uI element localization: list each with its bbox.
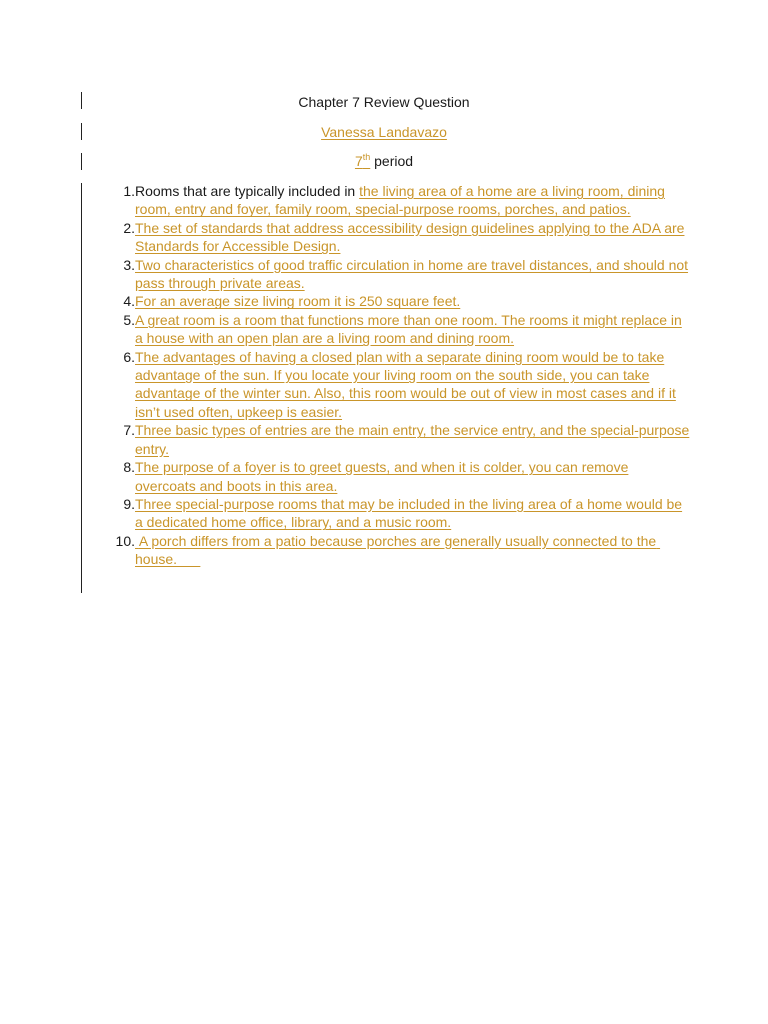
question-number: 7.: [123, 422, 135, 439]
question-text: [135, 182, 690, 219]
question-item: [100, 495, 690, 532]
question-text: [135, 292, 690, 310]
question-answer: Three special-purpose rooms that may be included in the living area of a home would be a dedicated home office, library, and a music room.: [135, 495, 683, 531]
question-number: 4.: [123, 293, 135, 310]
period-label: period: [370, 153, 414, 169]
question-text: [135, 458, 690, 495]
question-answer: A great room is a room that functions more than one room. The rooms it might replace in a house with an open plan are a living room and dining room.: [135, 311, 682, 347]
period-number: [355, 153, 370, 169]
question-answer: the living area of a home are a living room, dining room, entry and foyer, family room, special-purpose rooms, porches, and patios.: [135, 183, 665, 218]
period-number-value: 7: [354, 153, 363, 169]
question-number: 3.: [123, 256, 135, 273]
author-line: [0, 124, 768, 141]
question-item: [100, 292, 690, 310]
question-text: [135, 219, 690, 256]
question-answer: The purpose of a foyer is to greet guests, and when it is colder, you can remove overcoats and boots in this area.: [135, 459, 629, 494]
question-number: 1.: [123, 183, 135, 199]
question-item: [100, 458, 690, 495]
question-text: [135, 256, 690, 293]
change-bar-questions: [81, 183, 82, 593]
period-line: [0, 153, 768, 170]
question-text: [135, 532, 690, 569]
question-number: 2.: [123, 219, 135, 236]
question-text: [135, 348, 690, 422]
question-item: [100, 348, 690, 422]
question-answer: The set of standards that address accessibility design guidelines applying to the ADA are Standards for Accessible Design.: [135, 219, 685, 255]
question-number: 5.: [123, 311, 135, 328]
period-suffix: th: [362, 152, 371, 162]
question-item: [100, 532, 690, 569]
question-number: 10.: [115, 532, 135, 549]
question-item: [100, 219, 690, 256]
question-number: 6.: [123, 348, 135, 365]
question-number: 8.: [123, 459, 135, 476]
question-answer: Two characteristics of good traffic circulation in home are travel distances, and should not pass through private areas.: [135, 256, 689, 292]
question-item: [100, 421, 690, 458]
question-text: [135, 311, 690, 348]
question-list: [100, 182, 690, 569]
author-name: Vanessa Landavazo: [321, 124, 447, 140]
question-answer: Three basic types of entries are the main entry, the service entry, and the special-purpose entry.: [135, 422, 690, 457]
question-lead: Rooms that are typically included in: [135, 183, 360, 199]
document-title: [0, 94, 768, 111]
question-item: [100, 311, 690, 348]
question-text: [135, 421, 690, 458]
question-number: 9.: [123, 495, 135, 512]
question-answer: For an average size living room it is 250 square feet.: [135, 293, 461, 310]
document-title-text: Chapter 7 Review Question: [298, 94, 470, 110]
question-text: [135, 495, 690, 532]
question-answer: The advantages of having a closed plan with a separate dining room would be to take advantage of the sun. If you locate your living room on the south side, you can take advantage of the winter sun. Also, this room would be out of view in most cases and if it isn’t used often, upkeep is easier.: [135, 348, 676, 420]
question-item: [100, 256, 690, 293]
question-answer: A porch differs from a patio because porches are generally usually connected to the house.: [135, 532, 661, 568]
question-item: [100, 182, 690, 219]
